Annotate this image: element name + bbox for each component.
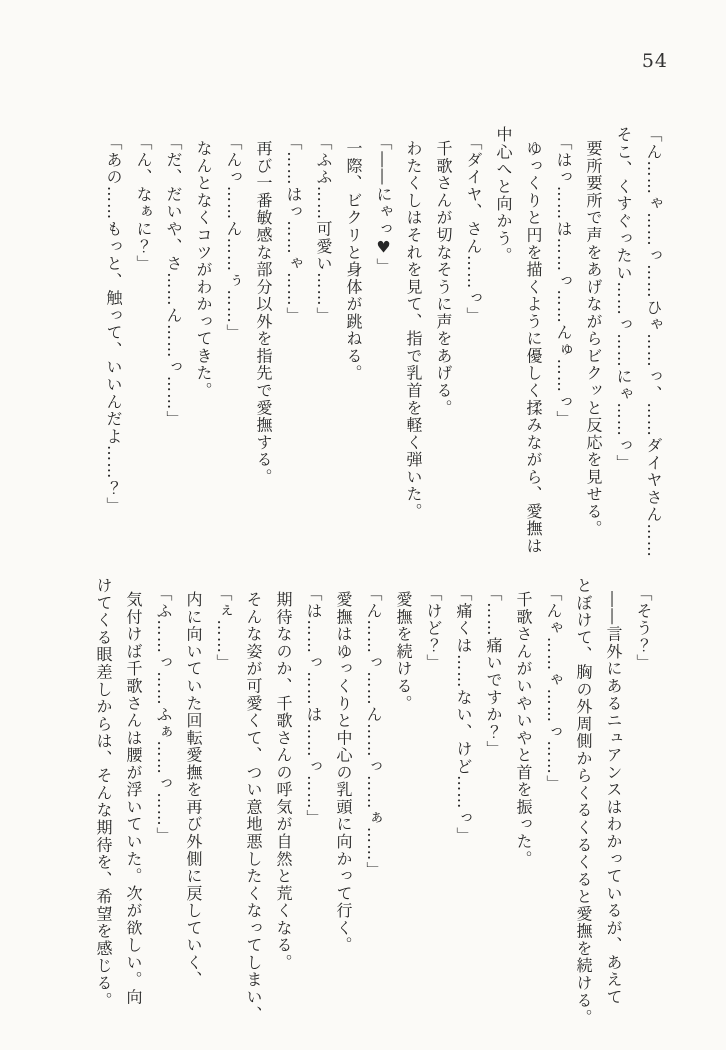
text-line-continuation: けてくる眼差しからは、そんな期待を、希望を感じる。 <box>94 577 113 1009</box>
text-line-narration: ――言外にあるニュアンスはわかっているが、あえて <box>604 591 623 1007</box>
text-line-narration: 愛撫を続ける。 <box>394 591 413 713</box>
text-line-dialogue: 「……痛いですか？」 <box>484 585 503 758</box>
text-line-dialogue: 「痛くは……ない、けど……っ」 <box>454 585 473 845</box>
text-line-dialogue: 「……はっ……ゃ……」 <box>284 134 303 325</box>
text-line-narration: なんとなくコツがわかってきた。 <box>194 140 213 400</box>
text-line-narration: 千歌さんがいやいやと首を振った。 <box>514 591 533 868</box>
text-line-dialogue: 「あの……もっと、触って、いいんだよ……？」 <box>104 134 123 515</box>
text-line-continuation: 中心へと向かう。 <box>494 126 513 265</box>
text-line-dialogue: 「ん……ゃ……っ……ひゃ……っ、……ダイヤさん…… <box>644 126 663 558</box>
text-line-narration: 一際、ビクリと身体が跳ねる。 <box>344 140 363 383</box>
text-line-dialogue: 「んゃ……ゃ……っ……」 <box>544 585 563 793</box>
text-block-top <box>98 126 668 566</box>
text-line-dialogue: 「だ、だいや、さ……ん……っ……」 <box>164 134 183 428</box>
text-line-narration: わたくしはそれを見て、指で乳首を軽く弾いた。 <box>404 140 423 521</box>
text-line-narration: 内に向いていた回転愛撫を再び外側に戻していく、 <box>184 591 203 989</box>
text-line-narration: ゆっくりと円を描くように優しく揉みながら、愛撫は <box>524 140 543 556</box>
text-line-dialogue: 「はっ……は……っ……んゅ……っ」 <box>554 134 573 428</box>
page-number: 54 <box>641 50 668 72</box>
text-line-dialogue: 「ダイヤ、さん……っ」 <box>464 134 483 325</box>
text-line-narration: 千歌さんが切なそうに声をあげる。 <box>434 140 453 417</box>
text-line-continuation: そこ、くすぐったい……っ……にゃ……っ」 <box>614 126 633 472</box>
text-line-dialogue: 「そう？」 <box>634 585 653 672</box>
text-line-narration: 愛撫はゆっくりと中心の乳頭に向かって行く。 <box>334 591 353 955</box>
text-line-dialogue: 「ん、なぁに？」 <box>134 134 153 273</box>
text-line-narration: 要所要所で声をあげながらビクッと反応を見せる。 <box>584 140 603 538</box>
text-line-narration: 気付けば千歌さんは腰が浮いていた。次が欲しい。向 <box>124 591 143 1007</box>
text-line-dialogue: 「けど？」 <box>424 585 443 672</box>
text-block-bottom <box>88 577 658 1037</box>
text-line-dialogue: 「ふふ……可愛い……」 <box>314 134 333 325</box>
text-line-dialogue: 「ん……っ……ん……っ……ぁ……」 <box>364 585 383 879</box>
text-line-dialogue: 「ふ……っ……ふぁ……っ……」 <box>154 585 173 845</box>
text-line-dialogue: 「は……っ……は……っ……」 <box>304 585 323 827</box>
text-line-continuation: とぼけて、胸の外周側からくるくるくると愛撫を続ける。 <box>574 577 593 1027</box>
text-line-narration: 期待なのか、千歌さんの呼気が自然と荒くなる。 <box>274 591 293 972</box>
text-line-narration: 再び一番敏感な部分以外を指先で愛撫する。 <box>254 140 273 486</box>
text-line-dialogue: 「ぇ……」 <box>214 585 233 672</box>
text-line-dialogue: 「――にゃっ♥」 <box>374 134 393 276</box>
text-line-narration: そんな姿が可愛くて、つい意地悪したくなってしまい、 <box>244 591 263 1024</box>
text-line-dialogue: 「んっ……ん……ぅ……」 <box>224 134 243 342</box>
